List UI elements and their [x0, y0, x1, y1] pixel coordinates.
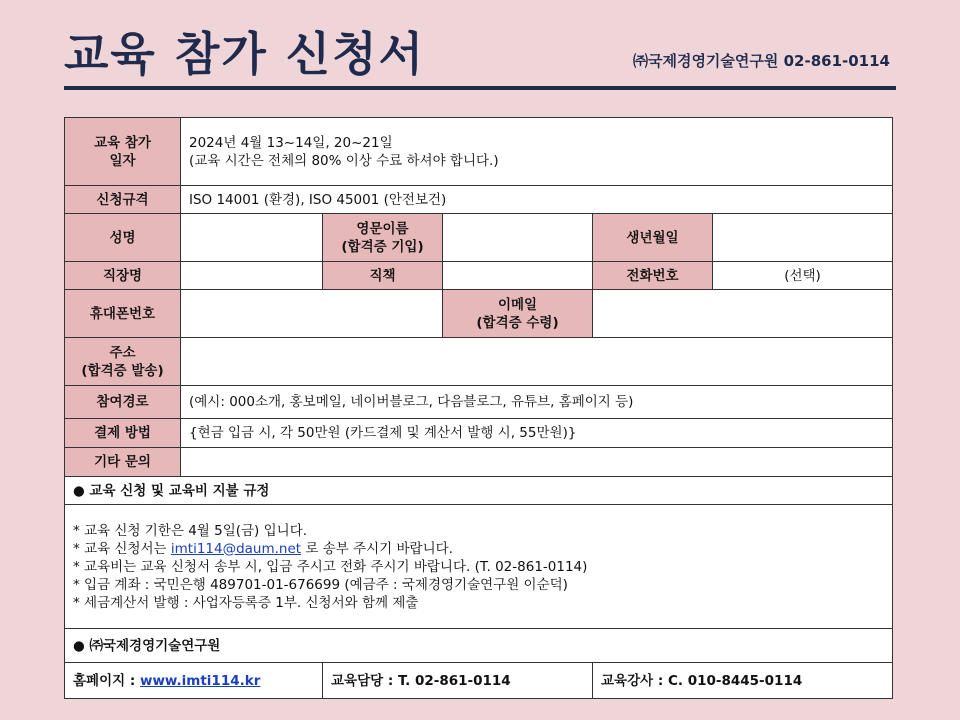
- row-payment: [65, 419, 893, 448]
- name-label: 성명: [65, 214, 181, 262]
- position-label: 직책: [323, 262, 443, 290]
- english-name-field[interactable]: [443, 214, 593, 262]
- date-label: 교육 참가 일자: [65, 118, 181, 186]
- date-line-1: 2024년 4월 13~14일, 20~21일: [189, 134, 393, 151]
- inquiry-label: 기타 문의: [65, 448, 181, 477]
- rule-submission: [73, 540, 884, 558]
- row-standard: [65, 186, 893, 214]
- standard-label: 신청규격: [65, 186, 181, 214]
- phone-field[interactable]: (선택): [713, 262, 893, 290]
- instructor-contact: 교육강사 : C. 010-8445-0114: [593, 663, 893, 699]
- rule-submission-prefix: * 교육 신청서는: [73, 540, 171, 557]
- inquiry-field[interactable]: [181, 448, 893, 477]
- email-field[interactable]: [593, 290, 893, 338]
- rule-account: * 입금 계좌 : 국민은행 489701-01-676699 (예금주 : 국제경영기술연구원 이순덕): [73, 576, 568, 593]
- rules-body: [65, 505, 893, 629]
- homepage-label: 홈페이지 :: [73, 672, 140, 689]
- row-org-heading: [65, 629, 893, 663]
- row-rules-heading: [65, 477, 893, 505]
- title-divider: [64, 86, 896, 90]
- row-name: [65, 214, 893, 262]
- birth-field[interactable]: [713, 214, 893, 262]
- rule-deadline: * 교육 신청 기한은 4월 5일(금) 입니다.: [73, 522, 308, 539]
- position-field[interactable]: [443, 262, 593, 290]
- row-mobile: [65, 290, 893, 338]
- birth-label: 생년월일: [593, 214, 713, 262]
- payment-field[interactable]: {현금 입금 시, 각 50만원 (카드결제 및 계산서 발행 시, 55만원)}: [181, 419, 893, 448]
- name-field[interactable]: [181, 214, 323, 262]
- education-contact: 교육담당 : T. 02-861-0114: [323, 663, 593, 699]
- row-address: [65, 338, 893, 386]
- rule-tax-invoice: * 세금계산서 발행 : 사업자등록증 1부. 신청서와 함께 제출: [73, 594, 419, 611]
- company-contact: ㈜국제경영기술연구원 02-861-0114: [632, 52, 890, 70]
- date-line-2: (교육 시간은 전체의 80% 이상 수료 하셔야 합니다.): [189, 152, 499, 169]
- rule-submission-suffix: 로 송부 주시기 바랍니다.: [301, 540, 453, 557]
- rules-heading: ● 교육 신청 및 교육비 지불 규정: [65, 477, 893, 505]
- phone-label: 전화번호: [593, 262, 713, 290]
- english-name-label: 영문이름 (합격증 기입): [323, 214, 443, 262]
- email-label: 이메일 (합격증 수령): [443, 290, 593, 338]
- company-label: 직장명: [65, 262, 181, 290]
- application-form-table: [64, 117, 893, 699]
- route-field[interactable]: (예시: 000소개, 홍보메일, 네이버블로그, 다음블로그, 유튜브, 홈페이지 등): [181, 386, 893, 419]
- mobile-field[interactable]: [181, 290, 443, 338]
- mobile-label: 휴대폰번호: [65, 290, 181, 338]
- row-company: [65, 262, 893, 290]
- email-link[interactable]: imti114@daum.net: [170, 540, 302, 557]
- homepage-link[interactable]: www.imti114.kr: [139, 672, 261, 689]
- page-title: 교육 참가 신청서: [64, 27, 426, 81]
- row-inquiry: [65, 448, 893, 477]
- homepage-cell: [65, 663, 323, 699]
- standard-value: ISO 14001 (환경), ISO 45001 (안전보건): [181, 186, 893, 214]
- company-field[interactable]: [181, 262, 323, 290]
- row-rules-body: [65, 505, 893, 629]
- row-route: [65, 386, 893, 419]
- payment-label: 결제 방법: [65, 419, 181, 448]
- address-label: 주소 (합격증 발송): [65, 338, 181, 386]
- date-value: [181, 118, 893, 186]
- rule-payment: * 교육비는 교육 신청서 송부 시, 입금 주시고 전화 주시기 바랍니다. (T. 02-861-0114): [73, 558, 588, 575]
- org-heading: ● ㈜국제경영기술연구원: [65, 629, 893, 663]
- row-org-contacts: [65, 663, 893, 699]
- route-label: 참여경로: [65, 386, 181, 419]
- address-field[interactable]: [181, 338, 893, 386]
- row-date: [65, 118, 893, 186]
